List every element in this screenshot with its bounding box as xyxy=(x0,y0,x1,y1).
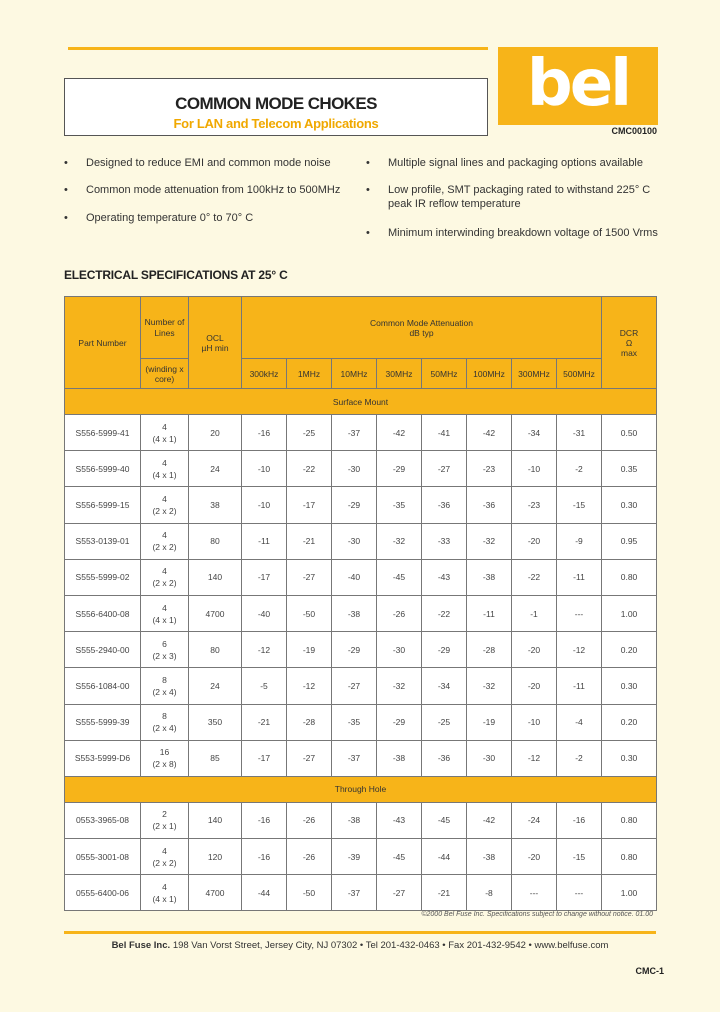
document-code: CMC00100 xyxy=(611,126,657,136)
attenuation-cell: -44 xyxy=(242,875,287,911)
header-winding: (winding x core) xyxy=(141,359,189,389)
attenuation-cell: -27 xyxy=(377,875,422,911)
bullet-icon: • xyxy=(366,157,370,169)
attenuation-cell: -12 xyxy=(242,632,287,668)
dcr-cell: 0.30 xyxy=(602,740,657,776)
attenuation-cell: -21 xyxy=(422,875,467,911)
part-number-cell: 0555-3001-08 xyxy=(65,839,141,875)
winding-core: (2 x 2) xyxy=(152,505,177,516)
attenuation-cell: -45 xyxy=(377,839,422,875)
attenuation-cell: -10 xyxy=(512,704,557,740)
winding-core: (2 x 4) xyxy=(152,723,177,734)
attenuation-cell: -19 xyxy=(467,704,512,740)
part-number-cell: 0553-3965-08 xyxy=(65,802,141,838)
winding-core: (2 x 2) xyxy=(152,542,177,553)
lines-cell xyxy=(141,802,189,838)
table-row xyxy=(65,595,657,631)
footer-contact xyxy=(0,940,720,951)
attenuation-cell: -30 xyxy=(467,740,512,776)
attenuation-cell: -42 xyxy=(377,415,422,451)
attenuation-cell: -26 xyxy=(287,802,332,838)
header-freq: 30MHz xyxy=(377,359,422,389)
part-number-cell: S556-5999-40 xyxy=(65,451,141,487)
lines-count: 2 xyxy=(162,809,167,820)
winding-core: (4 x 1) xyxy=(152,893,177,904)
attenuation-cell: -42 xyxy=(467,802,512,838)
attenuation-cell: -23 xyxy=(512,487,557,523)
table-row xyxy=(65,668,657,704)
bullet-icon: • xyxy=(64,184,68,196)
attenuation-cell: -16 xyxy=(242,839,287,875)
attenuation-cell: -8 xyxy=(467,875,512,911)
dcr-cell: 1.00 xyxy=(602,595,657,631)
attenuation-cell: -33 xyxy=(422,523,467,559)
lines-count: 4 xyxy=(162,421,167,432)
attenuation-cell: -37 xyxy=(332,875,377,911)
attenuation-cell: -11 xyxy=(557,668,602,704)
attenuation-cell: -19 xyxy=(287,632,332,668)
attenuation-cell: -26 xyxy=(377,595,422,631)
attenuation-cell: -16 xyxy=(242,802,287,838)
attenuation-cell: -2 xyxy=(557,740,602,776)
lines-cell xyxy=(141,668,189,704)
header-part-number: Part Number xyxy=(65,297,141,389)
feature-text: Common mode attenuation from 100kHz to 500MHz xyxy=(86,184,341,196)
lines-count: 4 xyxy=(162,530,167,541)
dcr-cell: 0.30 xyxy=(602,668,657,704)
winding-core: (2 x 2) xyxy=(152,578,177,589)
attenuation-cell: -36 xyxy=(467,487,512,523)
attenuation-cell: -9 xyxy=(557,523,602,559)
lines-count: 4 xyxy=(162,457,167,468)
attenuation-cell: -20 xyxy=(512,523,557,559)
attenuation-cell: -38 xyxy=(332,802,377,838)
lines-count: 8 xyxy=(162,711,167,722)
lines-cell xyxy=(141,559,189,595)
attenuation-cell: --- xyxy=(557,595,602,631)
table-row xyxy=(65,415,657,451)
lines-cell xyxy=(141,839,189,875)
attenuation-cell: -36 xyxy=(422,740,467,776)
attenuation-cell: -20 xyxy=(512,839,557,875)
header-freq: 1MHz xyxy=(287,359,332,389)
header-dcr-label: DCR xyxy=(619,327,639,338)
bullet-icon: • xyxy=(64,212,68,224)
page-subtitle: For LAN and Telecom Applications xyxy=(173,116,379,131)
attenuation-cell: -26 xyxy=(287,839,332,875)
lines-cell xyxy=(141,704,189,740)
feature-text: Multiple signal lines and packaging options available xyxy=(388,157,643,169)
attenuation-cell: -50 xyxy=(287,875,332,911)
lines-cell xyxy=(141,875,189,911)
header-freq: 10MHz xyxy=(332,359,377,389)
attenuation-cell: -36 xyxy=(422,487,467,523)
attenuation-cell: -17 xyxy=(287,487,332,523)
ocl-cell: 24 xyxy=(189,451,242,487)
ocl-cell: 85 xyxy=(189,740,242,776)
header-rule xyxy=(68,47,488,50)
attenuation-cell: -27 xyxy=(332,668,377,704)
attenuation-cell: -32 xyxy=(467,668,512,704)
lines-cell xyxy=(141,415,189,451)
attenuation-cell: -37 xyxy=(332,415,377,451)
header-dcr xyxy=(602,297,657,389)
attenuation-cell: -41 xyxy=(422,415,467,451)
part-number-cell: S553-5999-D6 xyxy=(65,740,141,776)
header-ocl-label: OCL xyxy=(206,332,224,343)
company-name: Bel Fuse Inc. xyxy=(111,940,171,951)
dcr-cell: 0.30 xyxy=(602,487,657,523)
bullet-icon: • xyxy=(64,157,68,169)
winding-core: (4 x 1) xyxy=(152,614,177,625)
header-ocl-unit: µH min xyxy=(201,342,229,353)
lines-count: 16 xyxy=(159,747,170,758)
winding-core: (4 x 1) xyxy=(152,469,177,480)
table-body xyxy=(65,389,657,911)
ocl-cell: 350 xyxy=(189,704,242,740)
attenuation-cell: -32 xyxy=(377,668,422,704)
attenuation-cell: -4 xyxy=(557,704,602,740)
attenuation-cell: -21 xyxy=(242,704,287,740)
feature-text: Designed to reduce EMI and common mode noise xyxy=(86,157,331,169)
attenuation-cell: -32 xyxy=(467,523,512,559)
copyright-notice: ©2000 Bel Fuse Inc. Specifications subject to change without notice. 01.00 xyxy=(421,911,653,918)
attenuation-cell: -25 xyxy=(422,704,467,740)
attenuation-cell: -42 xyxy=(467,415,512,451)
attenuation-cell: -44 xyxy=(422,839,467,875)
attenuation-cell: -30 xyxy=(332,451,377,487)
attenuation-cell: -10 xyxy=(512,451,557,487)
attenuation-cell: -50 xyxy=(287,595,332,631)
attenuation-cell: -45 xyxy=(377,559,422,595)
ocl-cell: 120 xyxy=(189,839,242,875)
ocl-cell: 4700 xyxy=(189,875,242,911)
lines-count: 4 xyxy=(162,566,167,577)
attenuation-cell: -32 xyxy=(377,523,422,559)
feature-text-cont: peak IR reflow temperature xyxy=(388,198,521,210)
bullet-icon: • xyxy=(366,227,370,239)
table-row xyxy=(65,451,657,487)
attenuation-cell: -28 xyxy=(287,704,332,740)
winding-core: (2 x 1) xyxy=(152,821,177,832)
attenuation-cell: -16 xyxy=(242,415,287,451)
attenuation-cell: -43 xyxy=(377,802,422,838)
lines-count: 4 xyxy=(162,602,167,613)
part-number-cell: S555-5999-02 xyxy=(65,559,141,595)
attenuation-cell: -40 xyxy=(242,595,287,631)
attenuation-cell: -38 xyxy=(377,740,422,776)
attenuation-cell: -35 xyxy=(377,487,422,523)
attenuation-cell: -29 xyxy=(377,704,422,740)
dcr-cell: 1.00 xyxy=(602,875,657,911)
lines-count: 4 xyxy=(162,845,167,856)
attenuation-cell: -38 xyxy=(332,595,377,631)
ocl-cell: 38 xyxy=(189,487,242,523)
table-row xyxy=(65,740,657,776)
ocl-cell: 24 xyxy=(189,668,242,704)
attenuation-cell: -37 xyxy=(332,740,377,776)
lines-cell xyxy=(141,451,189,487)
attenuation-cell: -22 xyxy=(512,559,557,595)
attenuation-cell: -34 xyxy=(512,415,557,451)
table-row xyxy=(65,704,657,740)
lines-cell xyxy=(141,632,189,668)
attenuation-cell: -17 xyxy=(242,740,287,776)
dcr-cell: 0.20 xyxy=(602,704,657,740)
header-freq: 300MHz xyxy=(512,359,557,389)
page-number: CMC-1 xyxy=(635,966,664,976)
bullet-icon: • xyxy=(366,184,370,196)
attenuation-cell: -21 xyxy=(287,523,332,559)
header-freq: 500MHz xyxy=(557,359,602,389)
lines-count: 4 xyxy=(162,493,167,504)
ocl-cell: 140 xyxy=(189,802,242,838)
attenuation-cell: -25 xyxy=(287,415,332,451)
section-label: Surface Mount xyxy=(65,389,657,415)
title-box xyxy=(64,78,488,136)
part-number-cell: S556-5999-15 xyxy=(65,487,141,523)
header-dcr-unit: Ω xyxy=(625,337,633,348)
attenuation-cell: -43 xyxy=(422,559,467,595)
table-row xyxy=(65,632,657,668)
attenuation-cell: --- xyxy=(557,875,602,911)
part-number-cell: S553-0139-01 xyxy=(65,523,141,559)
attenuation-cell: -15 xyxy=(557,839,602,875)
attenuation-cell: -10 xyxy=(242,487,287,523)
attenuation-cell: -45 xyxy=(422,802,467,838)
dcr-cell: 0.80 xyxy=(602,839,657,875)
part-number-cell: S555-2940-00 xyxy=(65,632,141,668)
attenuation-cell: -12 xyxy=(512,740,557,776)
attenuation-cell: -30 xyxy=(332,523,377,559)
attenuation-cell: -27 xyxy=(287,740,332,776)
attenuation-cell: -12 xyxy=(287,668,332,704)
attenuation-cell: -29 xyxy=(332,487,377,523)
attenuation-cell: -22 xyxy=(422,595,467,631)
feature-text: Low profile, SMT packaging rated to withstand 225° C xyxy=(388,184,651,196)
attenuation-cell: -20 xyxy=(512,668,557,704)
header-freq: 50MHz xyxy=(422,359,467,389)
attenuation-cell: -11 xyxy=(242,523,287,559)
attenuation-cell: -5 xyxy=(242,668,287,704)
ocl-cell: 4700 xyxy=(189,595,242,631)
attenuation-cell: -10 xyxy=(242,451,287,487)
dcr-cell: 0.80 xyxy=(602,802,657,838)
header-ocl xyxy=(189,297,242,389)
feature-text: Operating temperature 0° to 70° C xyxy=(86,212,254,224)
section-label: Through Hole xyxy=(65,776,657,802)
attenuation-cell: -31 xyxy=(557,415,602,451)
section-row xyxy=(65,389,657,415)
attenuation-cell: -34 xyxy=(422,668,467,704)
attenuation-cell: -15 xyxy=(557,487,602,523)
attenuation-cell: -39 xyxy=(332,839,377,875)
lines-cell xyxy=(141,487,189,523)
attenuation-cell: -2 xyxy=(557,451,602,487)
attenuation-cell: -29 xyxy=(422,632,467,668)
winding-core: (2 x 8) xyxy=(152,759,177,770)
company-address: 198 Van Vorst Street, Jersey City, NJ 07302 • Tel 201-432-0463 • Fax 201-432-9542 • www.belfuse.com xyxy=(172,940,609,951)
lines-cell xyxy=(141,523,189,559)
table-row xyxy=(65,802,657,838)
header-freq: 100MHz xyxy=(467,359,512,389)
attenuation-cell: -28 xyxy=(467,632,512,668)
attenuation-cell: -40 xyxy=(332,559,377,595)
attenuation-cell: -1 xyxy=(512,595,557,631)
header-attenuation-label: Common Mode Attenuation xyxy=(370,317,474,328)
attenuation-cell: -29 xyxy=(332,632,377,668)
attenuation-cell: -30 xyxy=(377,632,422,668)
table-row xyxy=(65,523,657,559)
attenuation-cell: -20 xyxy=(512,632,557,668)
ocl-cell: 140 xyxy=(189,559,242,595)
ocl-cell: 20 xyxy=(189,415,242,451)
winding-core: (2 x 4) xyxy=(152,686,177,697)
dcr-cell: 0.80 xyxy=(602,559,657,595)
attenuation-cell: -38 xyxy=(467,839,512,875)
winding-core: (2 x 3) xyxy=(152,650,177,661)
dcr-cell: 0.20 xyxy=(602,632,657,668)
section-row xyxy=(65,776,657,802)
feature-text: Minimum interwinding breakdown voltage of 1500 Vrms xyxy=(388,227,658,239)
table-row xyxy=(65,839,657,875)
attenuation-cell: -22 xyxy=(287,451,332,487)
header-attenuation-unit: dB typ xyxy=(409,327,434,338)
lines-count: 6 xyxy=(162,638,167,649)
lines-cell xyxy=(141,740,189,776)
part-number-cell: S556-1084-00 xyxy=(65,668,141,704)
header-dcr-qualifier: max xyxy=(620,347,638,358)
winding-core: (2 x 2) xyxy=(152,857,177,868)
dcr-cell: 0.50 xyxy=(602,415,657,451)
lines-count: 8 xyxy=(162,674,167,685)
dcr-cell: 0.95 xyxy=(602,523,657,559)
spec-table xyxy=(64,296,657,911)
attenuation-cell: -12 xyxy=(557,632,602,668)
part-number-cell: S556-6400-08 xyxy=(65,595,141,631)
table-row xyxy=(65,559,657,595)
attenuation-cell: -11 xyxy=(557,559,602,595)
winding-core: (4 x 1) xyxy=(152,433,177,444)
header-attenuation xyxy=(242,297,602,359)
header-freq: 300kHz xyxy=(242,359,287,389)
page-title: COMMON MODE CHOKES xyxy=(175,94,377,113)
attenuation-cell: -24 xyxy=(512,802,557,838)
lines-count: 4 xyxy=(162,881,167,892)
attenuation-cell: -23 xyxy=(467,451,512,487)
part-number-cell: 0555-6400-06 xyxy=(65,875,141,911)
header-lines: Number of Lines xyxy=(141,297,189,359)
part-number-cell: S556-5999-41 xyxy=(65,415,141,451)
attenuation-cell: --- xyxy=(512,875,557,911)
lines-cell xyxy=(141,595,189,631)
bel-logo: bel xyxy=(498,47,658,125)
ocl-cell: 80 xyxy=(189,523,242,559)
ocl-cell: 80 xyxy=(189,632,242,668)
part-number-cell: S555-5999-39 xyxy=(65,704,141,740)
footer-rule xyxy=(64,931,656,934)
attenuation-cell: -35 xyxy=(332,704,377,740)
table-row xyxy=(65,487,657,523)
table-row xyxy=(65,875,657,911)
attenuation-cell: -29 xyxy=(377,451,422,487)
dcr-cell: 0.35 xyxy=(602,451,657,487)
attenuation-cell: -27 xyxy=(422,451,467,487)
attenuation-cell: -38 xyxy=(467,559,512,595)
section-title: ELECTRICAL SPECIFICATIONS AT 25° C xyxy=(64,268,288,282)
attenuation-cell: -11 xyxy=(467,595,512,631)
attenuation-cell: -16 xyxy=(557,802,602,838)
attenuation-cell: -17 xyxy=(242,559,287,595)
attenuation-cell: -27 xyxy=(287,559,332,595)
